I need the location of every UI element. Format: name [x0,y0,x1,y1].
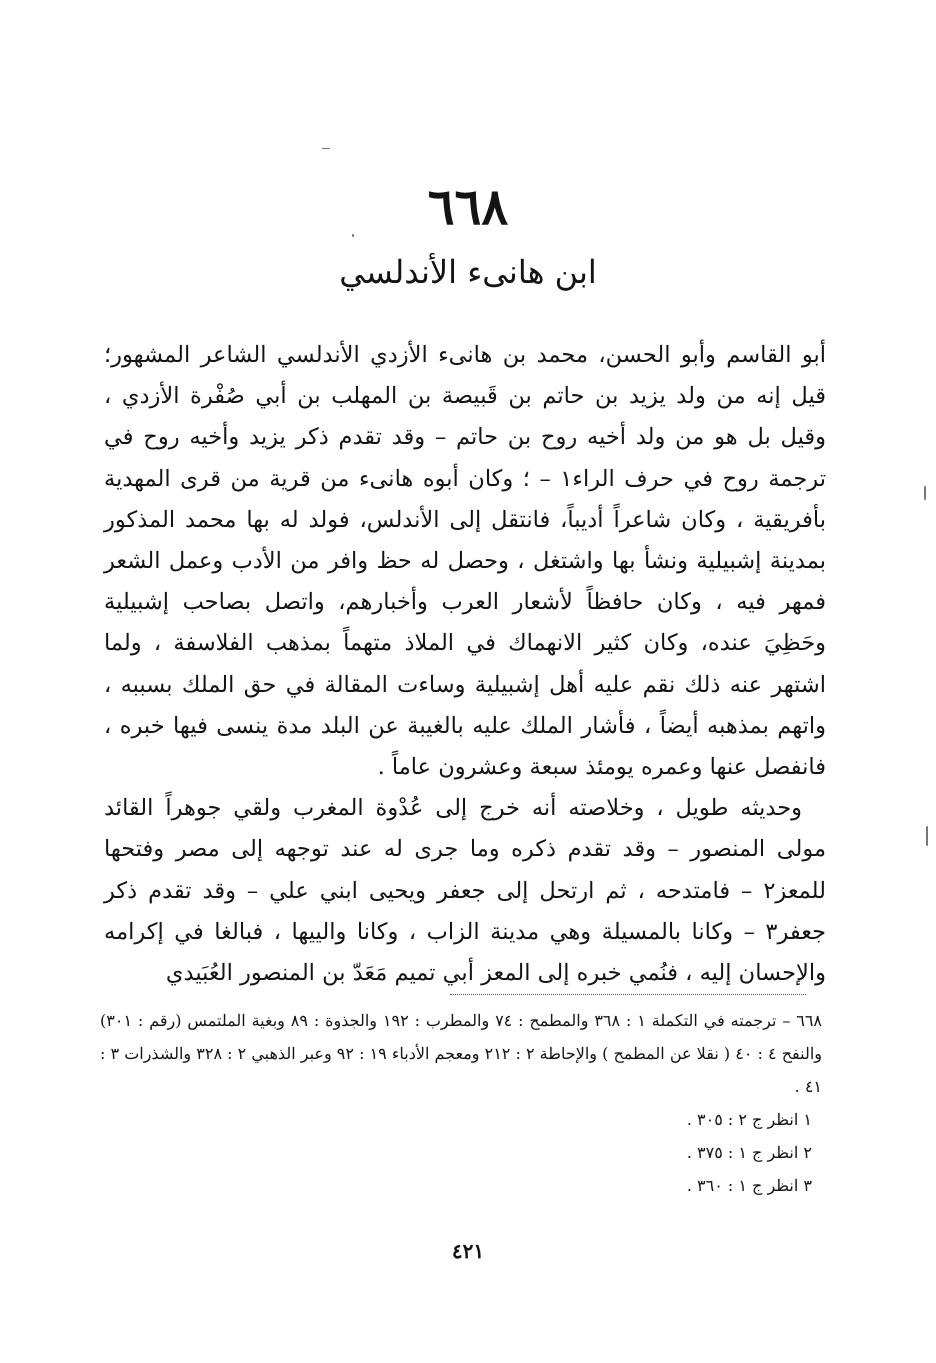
footnote-sources: ٦٦٨ – ترجمته في التكملة ١ : ٣٦٨ والمطمح : ٧٤ والمطرب : ١٩٢ والجذوة : ٨٩ وبغية الملتمس (رقم : ٣٠١) والنفح ٤ : ٤٠ ( نقلا عن المطمح ) والإحاطة ٢ : ٢١٢ ومعجم الأدباء ١٩ : ٩٢ وعبر الذهبي ٢ : ٣٢٨ والشذرات ٣ : ٤١ . [100,1011,823,1096]
footnote-item: ١ انظر ج ٢ : ٣٠٥ . [686,1110,812,1129]
scan-speck [926,826,928,846]
scan-speck [352,234,354,237]
body-paragraph-1: أبو القاسم وأبو الحسن، محمد بن هانىء الأزدي الأندلسي الشاعر المشهور؛ قيل إنه من ولد يزيد بن حاتم بن قَبيصة بن المهلب بن أبي صُفْرة الأزدي ، وقيل بل هو من ولد أخيه روح بن حاتم – وقد تقدم ذكر يزيد وأخيه روح في ترجمة روح في حرف الراء١ – ؛ وكان أبوه هانىء من قرية من قرى المهدية بأفريقية ، وكان شاعراً أديباً، فانتقل إلى الأندلس، فولد له بها محمد المذكور بمدينة إشبيلية ونشأ بها واشتغل ، وحصل له حظ وافر من الأدب وعمل الشعر فمهر فيه ، وكان حافظاً لأشعار العرب وأخبارهم، واتصل بصاحب إشبيلية وحَظِيَ عنده، وكان كثير الانهماك في الملاذ متهماً بمذهب الفلاسفة ، ولما اشتهر عنه ذلك نقم عليه أهل إشبيلية وساءت المقالة في حق الملك بسببه ، واتهم بمذهبه أيضاً ، فأشار الملك عليه بالغيبة عن البلد مدة ينسى فيها خبره ، فانفصل عنها وعمره يومئذ سبعة وعشرون عاماً . [104,342,826,781]
footnotes [100,1004,822,1202]
body-text [104,335,826,994]
entry-title: ابن هانىء الأندلسي [339,253,597,291]
page-number: ٤٢١ [451,1239,485,1263]
scan-speck [924,486,926,500]
footnote-separator [450,994,806,995]
footnote-item: ٢ انظر ج ١ : ٣٧٥ . [686,1143,812,1162]
entry-number: ٦٦٨ [427,177,509,236]
body-paragraph-2: وحديثه طويل ، وخلاصته أنه خرج إلى عُدْوة المغرب ولقي جوهراً القائد مولى المنصور – وقد تقدم ذكره وما جرى له عند توجهه إلى مصر وفتحها للمعز٢ – فامتدحه ، ثم ارتحل إلى جعفر ويحيى ابني علي – وقد تقدم ذكر جعفر٣ – وكانا بالمسيلة وهي مدينة الزاب ، وكانا والييها ، فبالغا في إكرامه والإحسان إليه ، فنُمي خبره إلى المعز أبي تميم مَعَدّ بن المنصور العُبَيدي [104,795,826,987]
scan-speck [322,148,330,149]
footnote-item: ٣ انظر ج ١ : ٣٦٠ . [686,1176,812,1195]
